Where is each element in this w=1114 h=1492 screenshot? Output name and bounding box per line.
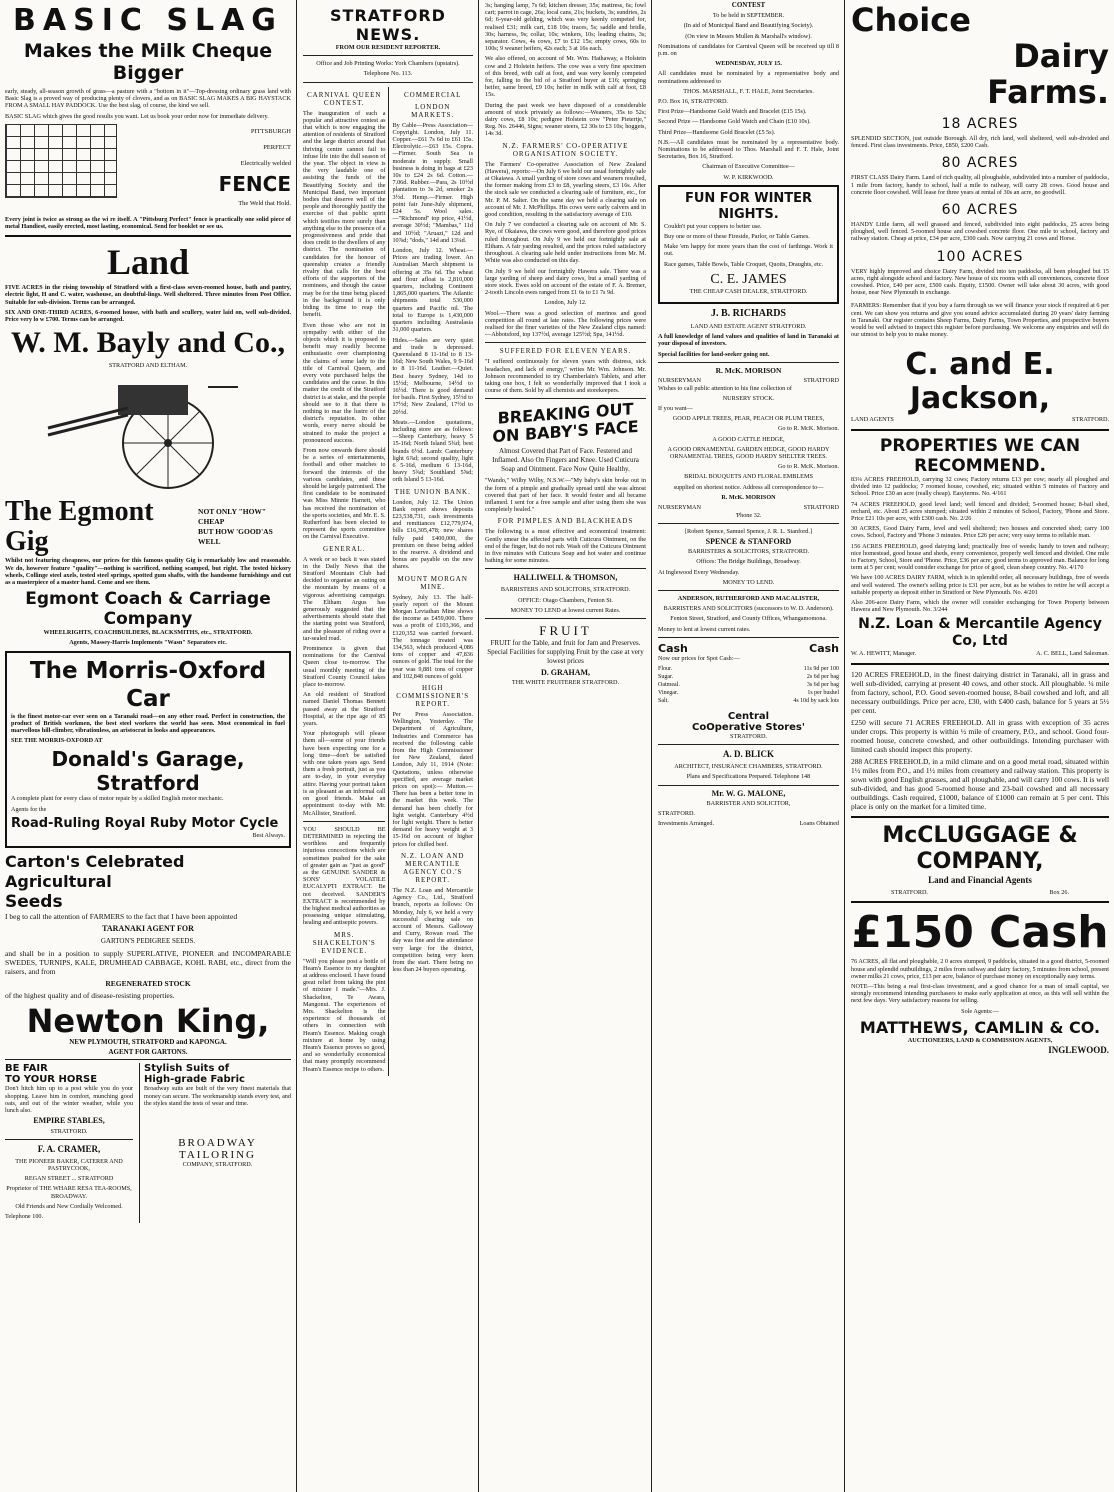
price-value: 2s 6d per bag xyxy=(806,673,839,680)
freehold-250: £250 will secure 71 ACRES FREEHOLD. All in grass with exception of 35 acres under crops. This property is within ½ mile of creamery, P.O., and school. Good four-roomed house, concrete cowshed, and other outbuildings. Intending purchaser with limited cash should inspect this property. xyxy=(851,717,1109,754)
london-markets-heading: LONDON MARKETS. xyxy=(411,102,455,119)
goto-1: Go to R. McK. Morison. xyxy=(777,425,839,433)
nzloan-body: The N.Z. Loan and Mercantile Agency Co., Ltd., Stratford branch, reports as follows: On Monday, July 6, we held a very successful clearing sale on account of Messrs. Galloway and Curry, Rowan road. The day was fine and the attendance very large for the district, competition being very keen from the start. There being no less than 24 buyers operating. xyxy=(392,886,473,974)
empire-stables-ad xyxy=(5,1063,133,1223)
land-heading: Land xyxy=(106,242,190,283)
coop-sub: STRATFORD. xyxy=(730,732,767,740)
coach-sub-2: Agents, Massey-Harris Implements "Wasn" Separators etc. xyxy=(69,639,227,647)
spence-names: [Robert Spence, Samuel Spence, J. R. L. Stanford.] xyxy=(685,527,812,535)
divider xyxy=(658,785,839,786)
halliwell-2: OFFICE: Otago Chambers, Fenton St. xyxy=(518,596,613,604)
road-sub: Best Always. xyxy=(252,831,285,839)
contest-nb: N.B.—All candidates must be nominated by a representative body. Nominations to be addressed to Thos. Marshall and F. T. Hale, Joint Secretaries, Box 16, Stratford. xyxy=(658,138,839,161)
anderson-2: Fenton Street, Stratford, and County Offices, Whangamomona. xyxy=(670,615,827,623)
anderson-heading: ANDERSON, RUTHERFORD AND MACALISTER, xyxy=(677,594,820,602)
morris-see: SEE THE MORRIS-OXFORD AT xyxy=(11,737,103,745)
nz-right: A. C. BELL, Land Salesman. xyxy=(1036,650,1109,658)
contest-heading: CONTEST xyxy=(731,2,766,9)
eleven-body: "I suffered continuously for eleven years with distress, sick headaches, and lack of energy," writes Mr. Wm. Johnson. Mr. Johnson recommended to try Chamberlain's Tablets, and after taking one box, I felt so wonderfully improved that I took a course of them. Sold by all chemists and storekeepers. xyxy=(485,358,646,395)
carton-heading: Carton's Celebrated Agricultural xyxy=(5,852,185,892)
price-row xyxy=(658,681,839,689)
fence-label: PITTSBURGH xyxy=(250,127,291,135)
shackleton-heading: MRS. SHACKELTON'S EVIDENCE. xyxy=(312,930,376,955)
cattle-hedge: A GOOD CATTLE HEDGE, xyxy=(712,435,785,443)
contest-2: (In aid of Municipal Band and Beautifying Society). xyxy=(683,22,814,30)
jackson-heading: C. and E. Jackson, xyxy=(905,347,1055,417)
egmont-tag-2: BUT HOW 'GOOD'AS WELL xyxy=(198,527,273,547)
morison-heading: R. McK. MORISON xyxy=(715,365,782,375)
mcc-left: STRATFORD. xyxy=(891,888,928,896)
farms-heading: Farms. xyxy=(987,73,1109,111)
carton-agent: TARANAKI AGENT FOR xyxy=(102,924,194,934)
general-heading: GENERAL. xyxy=(323,544,366,553)
mcc-right: Box 26. xyxy=(1049,888,1069,896)
invest-left: Investments Arranged. xyxy=(658,820,715,828)
note-body: NOTE—This being a real first-class investment, and a good chance for a man of small capital, we strongly recommend intending purchasers to make early application at once, as this will sell within the next few days. Very satisfactory reasons for selling. xyxy=(851,983,1109,1005)
london-body: By Cable—Press Association—Copyright. London, July 11. Copper.—£61 7s 6d to £61 15s. Electrolytic.—£63 15s. Copra.—Firmer. South Sea is moderate in supply. Small business is doing in bags at £23 10s to £24 2s 6d. Cotton.—7.06d. Rubber.—Para, 2s 10½d plantation to 3s 2d, smoker 2s 3½d. Hemp.—Firmer. High point fair June-July shipment, £24 5s. Wool sales.—"Richmond" top price, 41½d, average 30½d; "Mambas," 11d and 10½d; "Aruazi," 12d and 10⅞d; "dods," 14d and 13¼d. xyxy=(392,121,473,244)
blick-1: ARCHITECT, INSURANCE CHAMBERS, STRATFORD. xyxy=(674,763,823,771)
carton-regen: REGENERATED STOCK xyxy=(105,979,191,989)
anderson-3: Money to lent at lowest current rates. xyxy=(658,625,751,633)
fun-body-1: Couldn't put your coppers to better use. xyxy=(664,222,762,230)
contest-1: To be held in SEPTEMBER. xyxy=(712,12,785,20)
jackson-row xyxy=(851,416,1109,424)
bridal-sub: supplied on shortest notice. Address all correspondence to— xyxy=(673,483,824,491)
cash-heading-row xyxy=(658,642,839,655)
property-3: 30 ACRES, Good Dairy Farm, level and well sheltered; two houses and concreted shed; carry 100 cows. School, Factory and 'Phone 3 minutes. Price £26 per acre; very easy terms to reliable man. xyxy=(851,525,1109,540)
kirkwood-2: W. P. KIRKWOOD. xyxy=(723,173,774,181)
property-6: Also 206-acre Dairy Farm, which the owner will consider exchanging for Town Property between Hawera and New Plymouth. No. 3/244 xyxy=(851,599,1109,614)
prize-3: Third Prize—Handsome Gold Bracelet (£5 5s). xyxy=(658,128,776,136)
morgan-body: Sydney, July 13. The half-yearly report of the Mount Morgan Leviathan Mine shows the income as £459,000. There was a profit of £103,366, and £120,352 was carried forward. The tonnage treated was 134,563, which produced 4,086 tons of copper and 47,836 ounces of gold. The total for the year was 9,881 tons of copper and 102,848 ounces of gold. xyxy=(392,593,473,680)
fence-label: PERFECT xyxy=(263,143,291,151)
price-value: 4s 10d by sack lots xyxy=(793,697,839,704)
property-2: 74 ACRES FREEHOLD, good level land; well fenced and divided; 5-roomed house; 8-bail shed, orchard, etc. About 25 acres stumped; situated within 2 minutes of School, Factory, 'Phone and Store. Price £21 10s per acre, with £300 cash. No. 2/26 xyxy=(851,500,1109,522)
nursery-stock: NURSERY STOCK. xyxy=(722,394,775,402)
fence-labels xyxy=(123,124,291,212)
inglewood: INGLEWOOD. xyxy=(1048,1045,1109,1056)
coach-sub: WHEELRIGHTS, COACHBUILDERS, BLACKSMITHS, etc., STRATFORD. xyxy=(43,629,253,637)
divider xyxy=(485,342,646,343)
carton-body-2: and shall be in a position to supply SUPERLATIVE, PIONEER and INCOMPARABLE SWEDES, TURNIPS, KALE, DRUMHEAD CABBAGE, KOHL RABI, etc., direct from the raisers, and from xyxy=(5,949,291,977)
matthews-heading: MATTHEWS, CAMLIN & CO. xyxy=(859,1017,1101,1037)
carnival-body-2: Even those who are not in sympathy with either of the objects which it is proposed to benefit may readily become enthusiastic over championing the claims of some lady to the title of Carnival Queen, and every vote purchased helps the candidates and the cause. In this matter the credit of the Stratford district is at stake, and the people should see to it that there is nothing to mar the lustre of the district's reputation. In other words, every nerve should be strained to make the project a pronounced success. xyxy=(303,321,386,444)
richards-heading: J. B. RICHARDS xyxy=(710,308,786,320)
gig-illustration xyxy=(38,373,258,493)
egmont-gig-row xyxy=(5,497,291,557)
contest-3: (On view in Messrs Mullen & Marshall's window). xyxy=(685,32,812,40)
egmont-body: Whilst not featuring cheapness, our prices for this famous quality Gig is remarkably low and reasonable. We do, however feature "quality"—nothing is sacrificed, nothing scamped, but right. The tested hickory wheels, Collinge steel axels, tested steel springs, spotted gum shafts, with the handsome furnishings and cut as a masterpiece of a master hand. Come and see them. xyxy=(5,557,291,587)
divider xyxy=(658,590,839,591)
ornamental: A GOOD ORNAMENTAL GARDEN HEDGE, GOOD HARDY ORNAMENTAL TREES, GOOD HARDY SHELTER TREES. xyxy=(667,445,830,461)
be-fair: BE FAIR xyxy=(5,1063,48,1075)
sole-agents: Sole Agents:— xyxy=(961,1007,999,1015)
divider xyxy=(5,235,291,237)
halliwell-3: MONEY TO LEND at lowest current Rates. xyxy=(510,606,621,614)
spence-heading: SPENCE & STANFORD xyxy=(705,536,792,546)
divider xyxy=(485,568,646,569)
price-item: Salt. xyxy=(658,697,669,704)
carnival-body-3: From now onwards there should be a series of entertainments, football and other matches to forward the interests of the various candidates, and these should be largely patronised. The first candidate to be nominated was Miss Minnie Harnett, who has received the nomination of the sports societies, and Mr. E. S. Rutherford has been elected to represent the sports committee on the Carnival Executive. xyxy=(303,446,386,541)
invest-row xyxy=(658,820,839,828)
column-advertisements-left xyxy=(0,2,296,1490)
divider xyxy=(851,663,1109,665)
nursery-row xyxy=(658,377,839,385)
acres-100-body: VERY highly improved and choice Dairy Farm, divided into ten paddocks, all been ploughed but 15 acres, right alongside school and factory. New house of six rooms with all conveniences, concrete floor cowshed. Price, £40 per acre, £500 cash. Equity, £1500. Owner will take about 30 acres, with good house, near New Plymouth in exchange. xyxy=(851,267,1109,297)
empire-stables: EMPIRE STABLES, xyxy=(33,1116,105,1126)
halliwell-heading: HALLIWELL & THOMSON, xyxy=(513,573,618,583)
halliwell-1: BARRISTERS AND SOLICITORS, STRATFORD. xyxy=(500,586,631,594)
milk-cheque-heading: Makes the Milk Cheque Bigger xyxy=(23,40,273,84)
bridal: BRIDAL BOUQUETS AND FLORAL EMBLEMS xyxy=(684,473,813,481)
cramer-line-4: Old Friends and New Cordially Welcomed. xyxy=(15,1202,123,1210)
morris-body: is the finest motor-car ever seen on a Taranaki road—on any other road. Perfect in construction, the product of British workmen, the best steel workers the world has seen. Most economical in fuel marvellous hill-climber, vibrationless, an aristocrat in looks and appearances. xyxy=(11,712,285,735)
donald-agents: Agents for the xyxy=(11,805,47,813)
broadway: BROADWAY xyxy=(178,1137,257,1150)
spence-4: MONEY TO LEND. xyxy=(722,578,775,586)
freehold-120: 120 ACRES FREEHOLD, in the finest dairying district in Taranaki, all in grass and well sub-divided, carrying at present 40 cows, and other stock. All ploughable. ¼ mile from factory, school, P.O. Good seven-roomed house, 8-bail cowshed and loft, and all necessary outbuildings. Price per acre, £30, with £400 cash, balance for 5 years at 5½ per cent. xyxy=(851,669,1109,715)
acres-80-heading: 80 ACRES xyxy=(941,155,1019,172)
union-bank-heading: THE UNION BANK. xyxy=(394,487,471,496)
kirkwood-1: Chairman of Executive Committee— xyxy=(702,163,795,171)
acres-60-body: HANDY Little farm, all well grassed and fenced, subdivided into eight paddocks, 25 acres being ploughed, well fenced. 5-roomed house and cowsbed concrete floor. One mile to school, factory and railway station. Cheap at price, £34 per acre, £300 cash. Now carrying 21 cows and Horse. xyxy=(851,221,1109,243)
nz-loan-report-heading: N.Z. LOAN AND MERCANTILE AGENCY CO.'S REPORT. xyxy=(400,851,465,884)
cash-left: Cash xyxy=(658,641,688,655)
farmers-note: FARMERS: Remember that if you buy a farm through us we will finance your stock if required at 6 per cent. We can show you returns and give you sound advice accumulated during 20 years' dairy farming in Taranaki. Our register contains Sheep Farms, Dairy Farms, Town Properties, and prospective buyers would be well advised to inspect this register before purchasing. We welcome any enquiries and will do our utmost to help you to make money. xyxy=(851,302,1109,339)
column-rule xyxy=(296,0,297,1492)
farmers-body: The Farmers' Co-operative Association of New Zealand (Hawera), reports:—On July 6 we held our usual fortnightly sale at Okaiawa. A small yarding of store cows and weaners resulted, the former making from £3 to £8, yearling steers, £3 16s. After the stock sale we conducted a clearing sale of furniture, etc., for Mr. P. M. Salter. On the same day we held a clearing sale on account of Mr. J. McPhillips. His cows were early calvers and in good condition, resulting in the satisfactory average of £10. xyxy=(485,160,646,219)
nz-left: W. A. HEWITT, Manager. xyxy=(851,650,917,658)
column-land-agents xyxy=(846,2,1114,1490)
spence-3: At Inglewood Every Wednesday. xyxy=(658,568,740,576)
price-value: 11s 9d per 100 xyxy=(803,665,839,672)
cramer-line-5: Telephone 100. xyxy=(5,1212,44,1220)
fruit-body: FRUIT for the Table, and fruit for Jam and Preserves. Special Facilities for supplying Fruit by the case at very lowest prices xyxy=(487,638,644,665)
properties-heading: PROPERTIES WE CAN RECOMMEND. xyxy=(879,435,1081,476)
column-four xyxy=(653,2,844,1490)
carton-seeds: Seeds xyxy=(5,892,63,913)
mccluggage-sub: Land and Financial Agents xyxy=(928,874,1032,885)
empire-sub: STRATFORD. xyxy=(50,1127,88,1135)
divider xyxy=(851,816,1109,818)
column-three xyxy=(480,2,651,1490)
fence-advert xyxy=(5,124,291,212)
contest-box: P.O. Box 16, STRATFORD. xyxy=(658,98,728,106)
price-row xyxy=(658,697,839,705)
masthead-sub: FROM OUR RESIDENT REPORTER. xyxy=(335,44,441,51)
price-item: Oatmeal. xyxy=(658,681,680,688)
tailoring: TAILORING xyxy=(179,1149,256,1162)
mccluggage-heading: McCLUGGAGE & COMPANY, xyxy=(882,822,1078,874)
column-stratford-news xyxy=(298,2,478,1490)
tailoring-sub: COMPANY, STRATFORD. xyxy=(182,1161,253,1169)
acres-18-body: SPLENDID SECTION, just outside Borough. All dry, rich land, well sheltered, well sub-divided and fenced. First class investments. Price, £850, £200 Cash. xyxy=(851,135,1109,150)
shackleton-body: "Will you please post a bottle of Heam's Essence to my daughter at address enclosed. I have found great relief from taking the pint of mixture I made."—Mrs. J. Shackelton, Te Awara, Mangonui. The experiences of Mrs. Shackelton is the experience of thousands of others in connection with Heam's Essence. Making cough mixture at home by using Heam's Essence proves so good, and so wonderfully economical that many promptly recommend Heam's Essence recipe to others. xyxy=(303,957,386,1073)
price-row xyxy=(658,689,839,697)
cash-right: Cash xyxy=(809,641,839,655)
anderson-1: BARRISTERS AND SOLICITORS (successors to W. D. Anderson). xyxy=(663,605,834,613)
price-value: 1s per bushel xyxy=(807,689,839,696)
prize-2: Second Prize — Handsome Gold Watch and Chain (£10 10s). xyxy=(658,118,811,126)
news-split xyxy=(303,87,473,1076)
fun-body-2: Buy one or more of these Fireside, Parlor, or Table Games. xyxy=(664,233,810,241)
blick-heading: A. D. BLICK xyxy=(722,749,774,760)
bayly-sub: STRATFORD AND ELTHAM. xyxy=(108,362,188,370)
donald-heading: Donald's Garage, Stratford xyxy=(51,747,245,796)
bottom-ads-row xyxy=(5,1059,291,1223)
carnival-heading: CARNIVAL QUEEN CONTEST. xyxy=(307,90,382,107)
nursery-label: NURSERYMAN xyxy=(658,377,701,385)
carnival-body-1: The inauguration of such a popular and attractive contest as that which is now engaging the attention of residents of Stratford and the large district around that thriving centre cannot fail to infuse life into the dull season of the year. The object in view is the very laudable one of assisting the funds of the Beautifying Society and the Municipal Band, two important bodies that deserve well of the people and thoroughly justify the exercise of that public spirit which testifies more surely than anything else to the presence of a progressiveness and pride that does credit to the dwellers of any district. The nomination of candidates for the honour of queenship creates a friendly rivalry that calls for the best efforts of the supporters of the nominees, and though the cause may be for the time being placed in the background it is only biding its time to reap the benefit. xyxy=(303,109,386,319)
property-5: We have 100 ACRES DAIRY FARM, which is in splendid order, all necessary buildings, free of weeds and well watered. The owner's selling price is £31 per acre, but as he wishes to retire he will accept a suitable property as deposit either in Stratford or New Plymouth. No. 4/201 xyxy=(851,574,1109,596)
masthead: STRATFORD NEWS. xyxy=(330,6,446,44)
james-sub: THE CHEAP CASH DEALER, STRATFORD. xyxy=(689,287,808,295)
breaking-out-heading: BREAKING OUT ON BABY'S FACE xyxy=(492,399,639,447)
acres-60-heading: 60 ACRES xyxy=(941,202,1019,219)
road-ruling-heading: Road-Ruling Royal Ruby Motor Cycle xyxy=(11,815,279,831)
divider xyxy=(658,744,839,745)
good-apple: GOOD APPLE TREES, PEAR, PEACH OR PLUM TREES, xyxy=(672,415,825,423)
news-subcolumn-left xyxy=(303,87,385,1076)
fun-body-4: Race games, Table Bowls, Table Croquet, Quoits, Draughts, etc. xyxy=(664,260,824,268)
divider xyxy=(303,82,473,83)
farmers-body-3: On July 9 we held our fortnightly Hawera sale. There was a large yarding of sheep and dairy cows, but a small yarding of store stock. Ewes sold on account of the estate of F. A. Bremer, 2-tooth Lincoln ewes ranged from £1 6s to £1 7s 9d. xyxy=(485,267,646,297)
horse-body: Don't hitch him up to a post while you do your shopping. Leave him in comfort, munching good oats, and out of the winter weather, while you lunch also. xyxy=(5,1085,133,1115)
central-heading: Central xyxy=(727,710,770,722)
fence-body: Every joint is twice as strong as the wi re itself. A "Pittsburg Perfect" fence is practically one solid piece of metal Handiest, easily erected, most lasting, economical. Send for booklet or see us. xyxy=(5,215,291,231)
coop-heading: CoOperative Stores' xyxy=(692,721,805,733)
matthews-sub: AUCTIONEERS, LAND & COMMISSION AGENTS, xyxy=(907,1036,1053,1044)
choice-heading: Choice xyxy=(851,2,971,39)
pimples-body: The following is a most effective and economical treatment: Gently smear the affected parts with Cuticura Ointment, on the end of the finger, but do not rub. Wash off the Cuticura Ointment in five minutes with Cuticura Soap and hot water and continue bathing for some minutes. xyxy=(485,528,646,565)
land-body-2: SIX AND ONE-THIRD ACRES, 6-roomed house, with bath and scullery, water laid on, well sub-divided. Price very lo w £700. Terms can be arranged. xyxy=(5,308,291,324)
morison-heading-2: R. McK. MORISON xyxy=(721,493,776,501)
price-value: 3s 6d per bag xyxy=(806,681,839,688)
price-item: Flour. xyxy=(658,665,673,672)
if-you-want: If you want— xyxy=(658,405,693,412)
general-body-4: Your photograph will please them all—some of your friends have been expecting one for a long time—don't be satisfied with one taken years ago. Send them a fresh portrait, just as you are to-day, in your everyday attire. Having your portrait taken is as pleasant as an informal call on good friends. Make an appointment to-day with Mr. McAllister, Stratford. xyxy=(303,730,386,817)
slag-body-2: BASIC SLAG which gives the good results you want. Let us book your order now for immediate delivery. xyxy=(5,112,269,120)
graham-name: D. GRAHAM, xyxy=(540,667,591,677)
baby-body: Almost Covered that Part of Face. Festered and Inflamed. Also On Fingers and Knee. Used Cuticura Soap and Ointment. Face Now Quite Healthy. xyxy=(492,447,639,474)
cramer-line-1: THE PIONEER BAKER, CATERER AND PASTRYCOOK, xyxy=(15,1157,123,1172)
newton-king-heading: Newton King, xyxy=(26,1002,270,1041)
spence-1: BARRISTERS & SOLICITORS, STRATFORD. xyxy=(687,548,810,556)
column-rule xyxy=(651,0,652,1492)
divider xyxy=(485,618,646,619)
union-body: London, July 12. The Union Bank report shows deposits £23,538,731, cash investments and remittances £12,779,974, bills £16,305,478; new shares fully paid £400,000, the premium on these being added to the reserve. A dividend and bonus are payable on the new shares. xyxy=(392,498,473,571)
general-body-3: An old resident of Stratford named Daniel Thomas Bennett passed away at the Stratford Hospital, at the ripe age of 85 years. xyxy=(303,691,386,728)
pimples-heading: FOR PIMPLES AND BLACKHEADS xyxy=(497,517,634,526)
divider xyxy=(5,1139,133,1140)
invest-right: Loans Obtained xyxy=(799,820,839,828)
freehold-288: 288 ACRES FREEHOLD, in a mild climate and on a good metal road, situated within 1½ miles from P.O., and 1½ miles from creamery and railway station. This property is sown with good English grasses, and all ploughable, and will carry 100 cows. It is well sub-divided, and has good 5-roomed house and 23-bail cowshed and all necessary outbuildings. Cash required, £1000, balance of £1000 can remain at 5 per cent. This place is only on the market for a limited time. xyxy=(851,756,1109,811)
london-body-3: Hides.—Sales are very quiet and trade is depressed. Queensland 8 11-16d to 8 13-16d; New South Wales, 9 9-16d to 8 11-16d. Leather.—Quiet. Best heavy Sydney, 14d to 15½d; Melbourne, 14½d to 16½d. There is good demand for basils. First Sydney, 15½d to 17½d; New Zealand, 17½d to 20½d. xyxy=(392,336,473,416)
malone-2: STRATFORD. xyxy=(658,809,695,817)
fun-heading: FUN FOR WINTER NIGHTS. xyxy=(684,190,813,222)
baby-body-2: "Wando," Wilby Wilby, N.S.W.—"My baby's skin broke out in the form of a pimple and gradually spread until she was almost covered that part of her face. It would fester and all became inflamed. I sent for a free sample and after using them she was completely healed." xyxy=(485,477,646,514)
dairy-heading: Dairy xyxy=(1013,37,1109,75)
acres-100-heading: 100 ACRES xyxy=(936,248,1024,265)
london-body-4: Meats.—London quotations, including store are as follows:—Sheep Canterbury, heavy 5 15-16d; North Island 5¾d; best brands 6½d. Lamb: Canterbury light 6⅞d; second quality, light 6 5-16d, medium 6 13-16d, heavy 5¾d; Southland 5⅝d; orth Island 5 13-16d. xyxy=(392,418,473,484)
wool-body: Wool.—There was a good selection of merinos and good competition all round at late rates. The following prices were realised for the finer varieties of the New Zealand clips named:—Abbotsford, top 137½d, average 125½d; Spa, 141½d. xyxy=(485,309,646,339)
sander-body: YOU SHOULD BE DETERMINED in rejecting the worthless and frequently injurious concoctions which are sometimes pushed for the sake of greater gain as "just as good" as the GENUINE SANDER & SONS' VOLATILE EUCALYPTI EXTRACT. Be not deceived. SANDER'S EXTRACT is recommended by the highest medical authorities as possessing unique stimulating, healing and antiseptic powers. xyxy=(303,825,386,927)
jackson-left: LAND AGENTS xyxy=(851,416,894,424)
james-heading: C. E. JAMES xyxy=(710,271,787,287)
contest-4: Nominations of candidates for Carnival Queen will be received up till 8 p.m. on xyxy=(658,42,839,58)
carton-body-3: of the highest quality and of disease-resisting properties. xyxy=(5,991,175,1001)
richards-body: A full knowledge of land values and qualities of land in Taranaki at your disposal of investors. xyxy=(658,333,839,348)
phone-32: 'Phone 32. xyxy=(735,511,762,519)
broadway-tailoring-ad xyxy=(139,1063,291,1223)
farmers-body-2: On July 7 we conducted a clearing sale on account of Mr. S. Rye, of Okaiawa, the cows were good, and therefore good prices ruled throughout. On July 9 we held our fortnightly sale at Eltham. A fair yarding resulted, and the prices ruled satisfactory throughout. A clearing sale held under instructions from Mr. M. White was also conducted on this day. xyxy=(485,221,646,265)
contest-5: All candidates must be nominated by a representative body and nominations addressed to xyxy=(658,70,839,85)
morris-oxford-box xyxy=(5,651,291,848)
office-line: Office and Job Printing Works: York Chambers (upstairs). xyxy=(316,60,460,68)
high-body: Per Press Association. Wellington, Yesterday. The Department of Agriculture, Industries and Commerce has received the following cable from the High Commissioner for New Zealand, dated London, July 11, 1914 (Note: Quotations, unless otherwise specified, are average market prices on spot):— Mutton.—There has been a better tone in the market this week. The demand has been chiefly for light weight. Canterbury 4½d for light weight. There is better demand for heavy weight at 3 15-16d on account of higher prices for chilled beef. xyxy=(392,711,473,848)
news-subcolumn-right xyxy=(392,87,473,1076)
fence-wire-image xyxy=(5,124,117,198)
mount-morgan-heading: MOUNT MORGAN MINE. xyxy=(397,574,468,591)
land-body-1: FIVE ACRES in the rising township of Stratford with a first-class seven-roomed house, bath and pantry, electric light, H and C. water, washouse, an doubtful-lings. Well sheltered. Three minutes from Post Office. Suitable for sub-division. Terms can be arranged. xyxy=(5,284,291,306)
prize-1: First Prize—Handsome Gold Watch and Bracelet (£15 15s). xyxy=(658,108,807,116)
subcolumn-rule xyxy=(388,87,389,1076)
acres-76-body: 76 ACRES, all flat and ploughable, 2 0 acres stumped, 9 paddocks, situated in a good district, 5-roomed house and splendid outbuildings, 2 miles from railway and dairy factory, 5 minutes from school, present owner milks 21 cows, price, £13 per acre, balance of purchase money on exceptionally easy terms. xyxy=(851,958,1109,980)
graham-sub: THE WHITE FRUITERER STRATFORD. xyxy=(511,679,620,687)
acres-18-heading: 18 ACRES xyxy=(941,116,1019,132)
egmont-tagline xyxy=(198,507,291,547)
stylish-heading: Stylish Suits of xyxy=(144,1063,230,1075)
divider xyxy=(658,637,839,638)
morris-heading: The Morris-Oxford Car xyxy=(29,657,267,712)
carton-body-1: I beg to call the attention of FARMERS to the fact that I have been appointed xyxy=(5,912,238,922)
basic-slag-heading: BASIC SLAG xyxy=(13,3,283,38)
nz-loan-heading: N.Z. Loan & Mercantile Agency Co, Ltd xyxy=(858,616,1102,650)
farmers-heading: N.Z. FARMERS' CO-OPERATIVE ORGANISATION SOCIETY. xyxy=(502,141,629,158)
price-row xyxy=(658,665,839,673)
column-rule xyxy=(844,0,845,1492)
newton-sub-2: AGENT FOR GARTONS. xyxy=(108,1048,188,1057)
slag-body: early, steady, all-season growth of grass—a pasture with a "bottom in it"—Top-dressing ordinary grass land with Basic Slag is a proved way of producing plenty of clovers, and as on BASIC SLAG MAKES A BIG HAYSTACK FROM A SMALL HAY PADDOCK. Use the best slag, of course, the kind we sell. xyxy=(5,88,291,110)
divider xyxy=(658,523,839,524)
col3-top: 3s; hanging lamp, 7s 6d; kitchen dresser, 35s; mattress, 6s; fowl cart; parrot in cage, 26s; local cans, 21s; buckets, 3s; sundries, 2s 6d; 6-year-old gelding, which was very keenly competed for, realised £31; milk cart, £18 10s; traces, 5s; saddle and bridle, 30s; harness, 9s; collar, 10s; winkers, 10s; leading chains, 3s; separator. Cows, 4s cows, £7 to £12 15s; empty cows, 60s to 100s; 9 weaner heifers, 42s each; 3 at 16s each. xyxy=(485,2,647,53)
property-1: 83¼ ACRES FREEHOLD, carrying 32 cows; Factory returns £13 per cow; nearly all ploughed and divided into 12 paddocks; 7 roomed house, cowshed, etc; situated within 5 minutes of Factory and School. Price £30 an acre (really cheap). Easyterms. No. 4/161 xyxy=(851,475,1109,498)
eleven-years-heading: SUFFERED FOR ELEVEN YEARS. xyxy=(499,347,632,356)
richards-body-2: Special facilities for land-seeker going ont. xyxy=(658,350,770,358)
donald-body: A complete plant for every class of motor repair by a skilled English motor mechanic. xyxy=(11,795,224,803)
morison-body: Wishes to call public attention to his fine collection of xyxy=(658,384,792,392)
stylish-body: Broadway suits are built of the very finest materials that money can secure. The workmanship stands every test, and the styles stand the tests of wear and time. xyxy=(144,1085,291,1107)
commercial-heading: COMMERCIAL xyxy=(403,90,462,99)
fun-body-3: Make 'em happy for more years than the cost of farthings. Work it out. xyxy=(664,243,833,258)
egmont-tag-1: NOT ONLY "HOW" CHEAP xyxy=(198,507,267,527)
nursery-label: NURSERYMAN xyxy=(658,504,701,512)
divider xyxy=(303,55,473,56)
property-4: 156 ACRES FREEHOLD, good dairying land; practically free of weeds; handy to town and railway; nice homestead, good house and sheds, every convenience, properly well fenced and divided. One mile to Factory, School, Store and 'Phone. Price, £36 per acre; good terms to approved man. Balance for long term at 5 per cent; would consider exchange for price of good, clean sheep country. No. 4/170 xyxy=(851,542,1109,572)
egmont-gig-heading: The Egmont Gig xyxy=(5,496,154,558)
cash-now: Now our prices for Spot Cash:— xyxy=(658,654,740,662)
carton-agent-2: GARTON'S PEDIGREE SEEDS. xyxy=(100,937,196,946)
fence-weld: The Weld that Hold. xyxy=(238,199,291,207)
fun-winter-box xyxy=(658,185,839,304)
divider xyxy=(851,429,1109,431)
general-body-2: Prominence is given that nominations for the Carnival Queen close to-morrow. The usual monthly meeting of the Stratford County Council takes place to-morrow. xyxy=(303,645,386,689)
fruit-heading: FRUIT xyxy=(539,622,592,638)
spence-2: Offices: The Bridge Buildings, Broadway. xyxy=(696,558,801,566)
divider xyxy=(851,901,1109,903)
divider xyxy=(303,821,385,822)
malone-1: BARRISTER AND SOLICITOR, xyxy=(706,799,791,807)
to-your-horse: TO YOUR HORSE xyxy=(5,1074,98,1086)
price-item: Vinegar. xyxy=(658,689,679,696)
goto-2: Go to R. McK. Morison. xyxy=(777,463,839,471)
mccluggage-row xyxy=(851,889,1109,897)
nursery-row-2 xyxy=(658,504,839,512)
bayly-heading: W. M. Bayly and Co., xyxy=(11,326,285,360)
col3-p3: During the past week we have disposed of a considerable amount of stock privately as follows:—Weaners, 35s to 52s; dairy cows, £8 10s; pedigree Holstein cow "Peter Pietertje," Reg. No. 26446, Signs; weaner steers, £2 30s to £3 10s; hoggets, 14s 3d. xyxy=(485,101,646,138)
malone-heading: Mr. W. G. MALONE, xyxy=(711,788,786,798)
acres-80-body: FIRST CLASS Dairy Farm. Land of rich quality, all ploughable, subdivided into a number of paddocks, 1 mile from factory, handy to school, half a mile to railway, will carry 28 cows. Good house and concrete floor cowshed. Will lease for three years at rental of 30s an acre, no goodwill. xyxy=(851,174,1109,196)
coach-heading: Egmont Coach & Carriage Company xyxy=(25,589,271,630)
col3-p2: We also offered, on account of Mr. Wm. Hathaway, a Holstein cow and 2 Holstein heifers. The cow was a very fine specimen of this breed, with calf at foot, and was very keenly competed for, falling to the bid of a Stratford buyer at £16; springing heifer, same breed, £9 10s; heifer in milk with calf at foot, £8 15s. xyxy=(485,55,646,99)
london-body-2: London, July 12. Wheat.—Prices are trading lower. An Australian March shipment is offering at 35s 6d. The wheat and flour afloat is 2,810,000 quarters, including Continent 1,865,000 quarters. The Atlantic shipments total 530,000 quarters and Pacific nil. The total to Europe is 1,430,000 quarters including Australasia 31,000 quarters. xyxy=(392,247,473,334)
cramer-name: F. A. CRAMER, xyxy=(37,1143,101,1154)
contest-names: THOS. MARSHALL, F. T. HALE, Joint Secretaries. xyxy=(683,87,814,95)
stratford-label: STRATFORD xyxy=(803,377,839,385)
cramer-line-2: REGAN STREET ... STRATFORD xyxy=(24,1175,114,1183)
fence-title: FENCE xyxy=(218,171,291,196)
telephone-line: Telephone No. 113. xyxy=(363,70,413,78)
contest-date: WEDNESDAY, JULY 15. xyxy=(715,60,782,68)
jackson-right: STRATFORD. xyxy=(1072,416,1109,424)
high-commissioner-heading: HIGH COMMISSIONER'S REPORT. xyxy=(396,684,470,709)
general-body-1: A week or so back it was stated in the Daily News that the Stratford Mountain Club had decided to organise an outing on the mountain by means of a vigorous advertising campaign. The Eltham Argus has generously suggested that the advertisements should state that the starting point was Stratford, and the pleasure of riding over a tar-sealed road. xyxy=(303,555,386,642)
price-item: Sugar. xyxy=(658,673,674,680)
fence-label: Electrically welded xyxy=(240,159,291,167)
newton-sub: NEW PLYMOUTH, STRATFORD and KAPONGA. xyxy=(69,1038,227,1047)
divider xyxy=(658,362,839,363)
cash-150-heading: £150 Cash xyxy=(851,907,1109,959)
price-row xyxy=(658,673,839,681)
cramer-line-3: Proprietor of THE WHARE RESA TEA-ROOMS, BROADWAY. xyxy=(6,1185,132,1200)
column-rule xyxy=(478,0,479,1492)
nz-loan-row xyxy=(851,650,1109,658)
wool-heading: London, July 12. xyxy=(544,299,587,307)
high-grade-heading: High-grade Fabric xyxy=(144,1074,245,1086)
richards-sub: LAND AND ESTATE AGENT STRATFORD. xyxy=(690,323,807,331)
blick-2: Plans and Specifications Prepared. Telephone 148 xyxy=(686,773,811,781)
stratford-label: STRATFORD xyxy=(803,504,839,512)
